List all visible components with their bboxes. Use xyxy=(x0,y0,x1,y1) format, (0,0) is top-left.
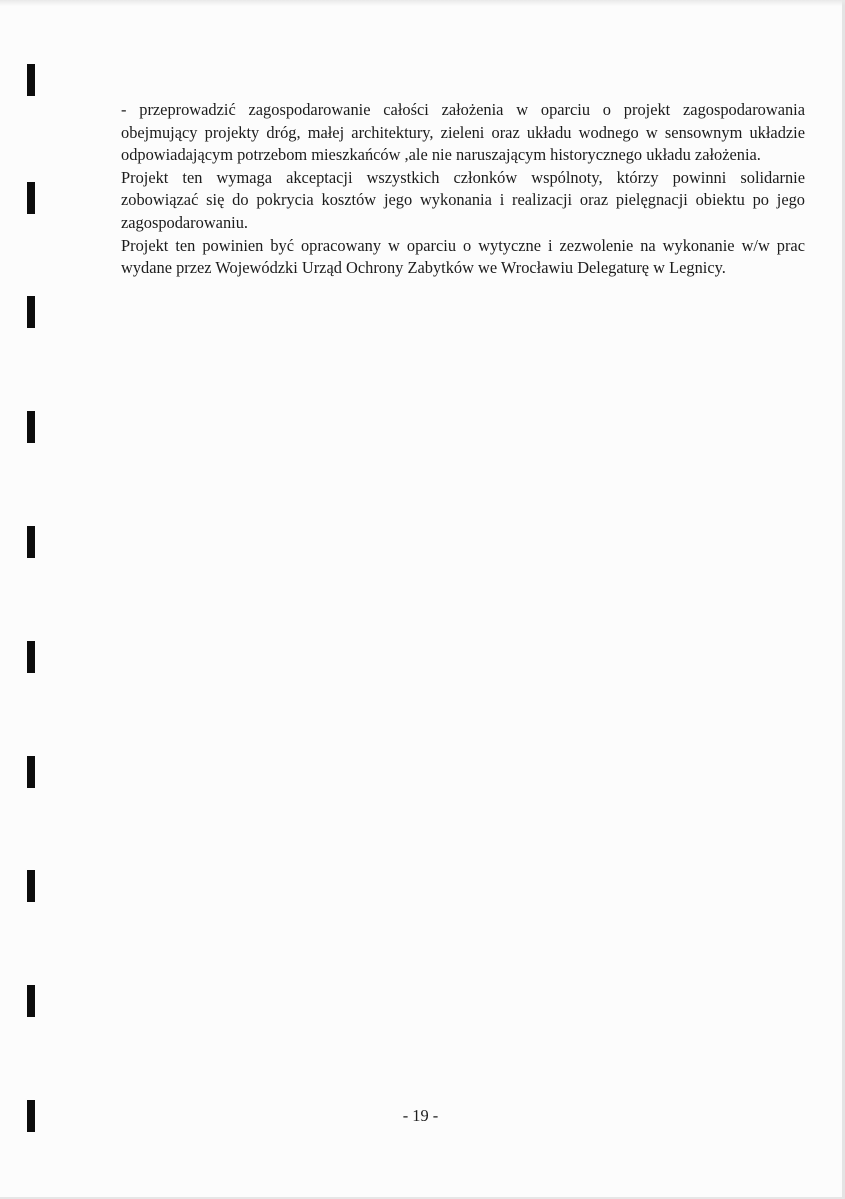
text-line: Projekt ten wymaga akceptacji wszystkich członków wspólnoty, którzy powinni solidarnie xyxy=(121,167,805,187)
text-line: zagospodarowaniu. xyxy=(121,212,248,232)
text-line: obejmujący projekty dróg, małej architektury, zieleni oraz układu wodnego w sensownym układzie xyxy=(121,122,805,142)
binding-mark xyxy=(27,182,35,214)
binding-mark xyxy=(27,411,35,443)
page-number xyxy=(0,1106,845,1126)
binding-mark xyxy=(27,526,35,558)
binding-hole-marks xyxy=(0,0,40,1199)
binding-mark xyxy=(27,641,35,673)
text-line: wydane przez Wojewódzki Urząd Ochrony Zabytków we Wrocławiu Delegaturę w Legnicy. xyxy=(121,258,726,278)
text-line: - przeprowadzić zagospodarowanie całości założenia w oparciu o projekt zagospodarowania xyxy=(121,100,805,119)
binding-mark xyxy=(27,985,35,1017)
binding-mark xyxy=(27,870,35,902)
page-top-edge xyxy=(0,0,845,6)
binding-mark xyxy=(27,296,35,328)
binding-mark xyxy=(27,756,35,788)
page-number-text: - 19 - xyxy=(402,1106,439,1125)
body-text xyxy=(121,99,805,280)
binding-mark xyxy=(27,64,35,96)
text-line: zobowiązać się do pokrycia kosztów jego wykonania i realizacji oraz pielęgnacji obiektu po jego xyxy=(121,190,805,210)
text-line: Projekt ten powinien być opracowany w oparciu o wytyczne i zezwolenie na wykonanie w/w prac xyxy=(121,235,805,255)
text-line: odpowiadającym potrzebom mieszkańców ,ale nie naruszającym historycznego układu założenia. xyxy=(121,145,761,165)
